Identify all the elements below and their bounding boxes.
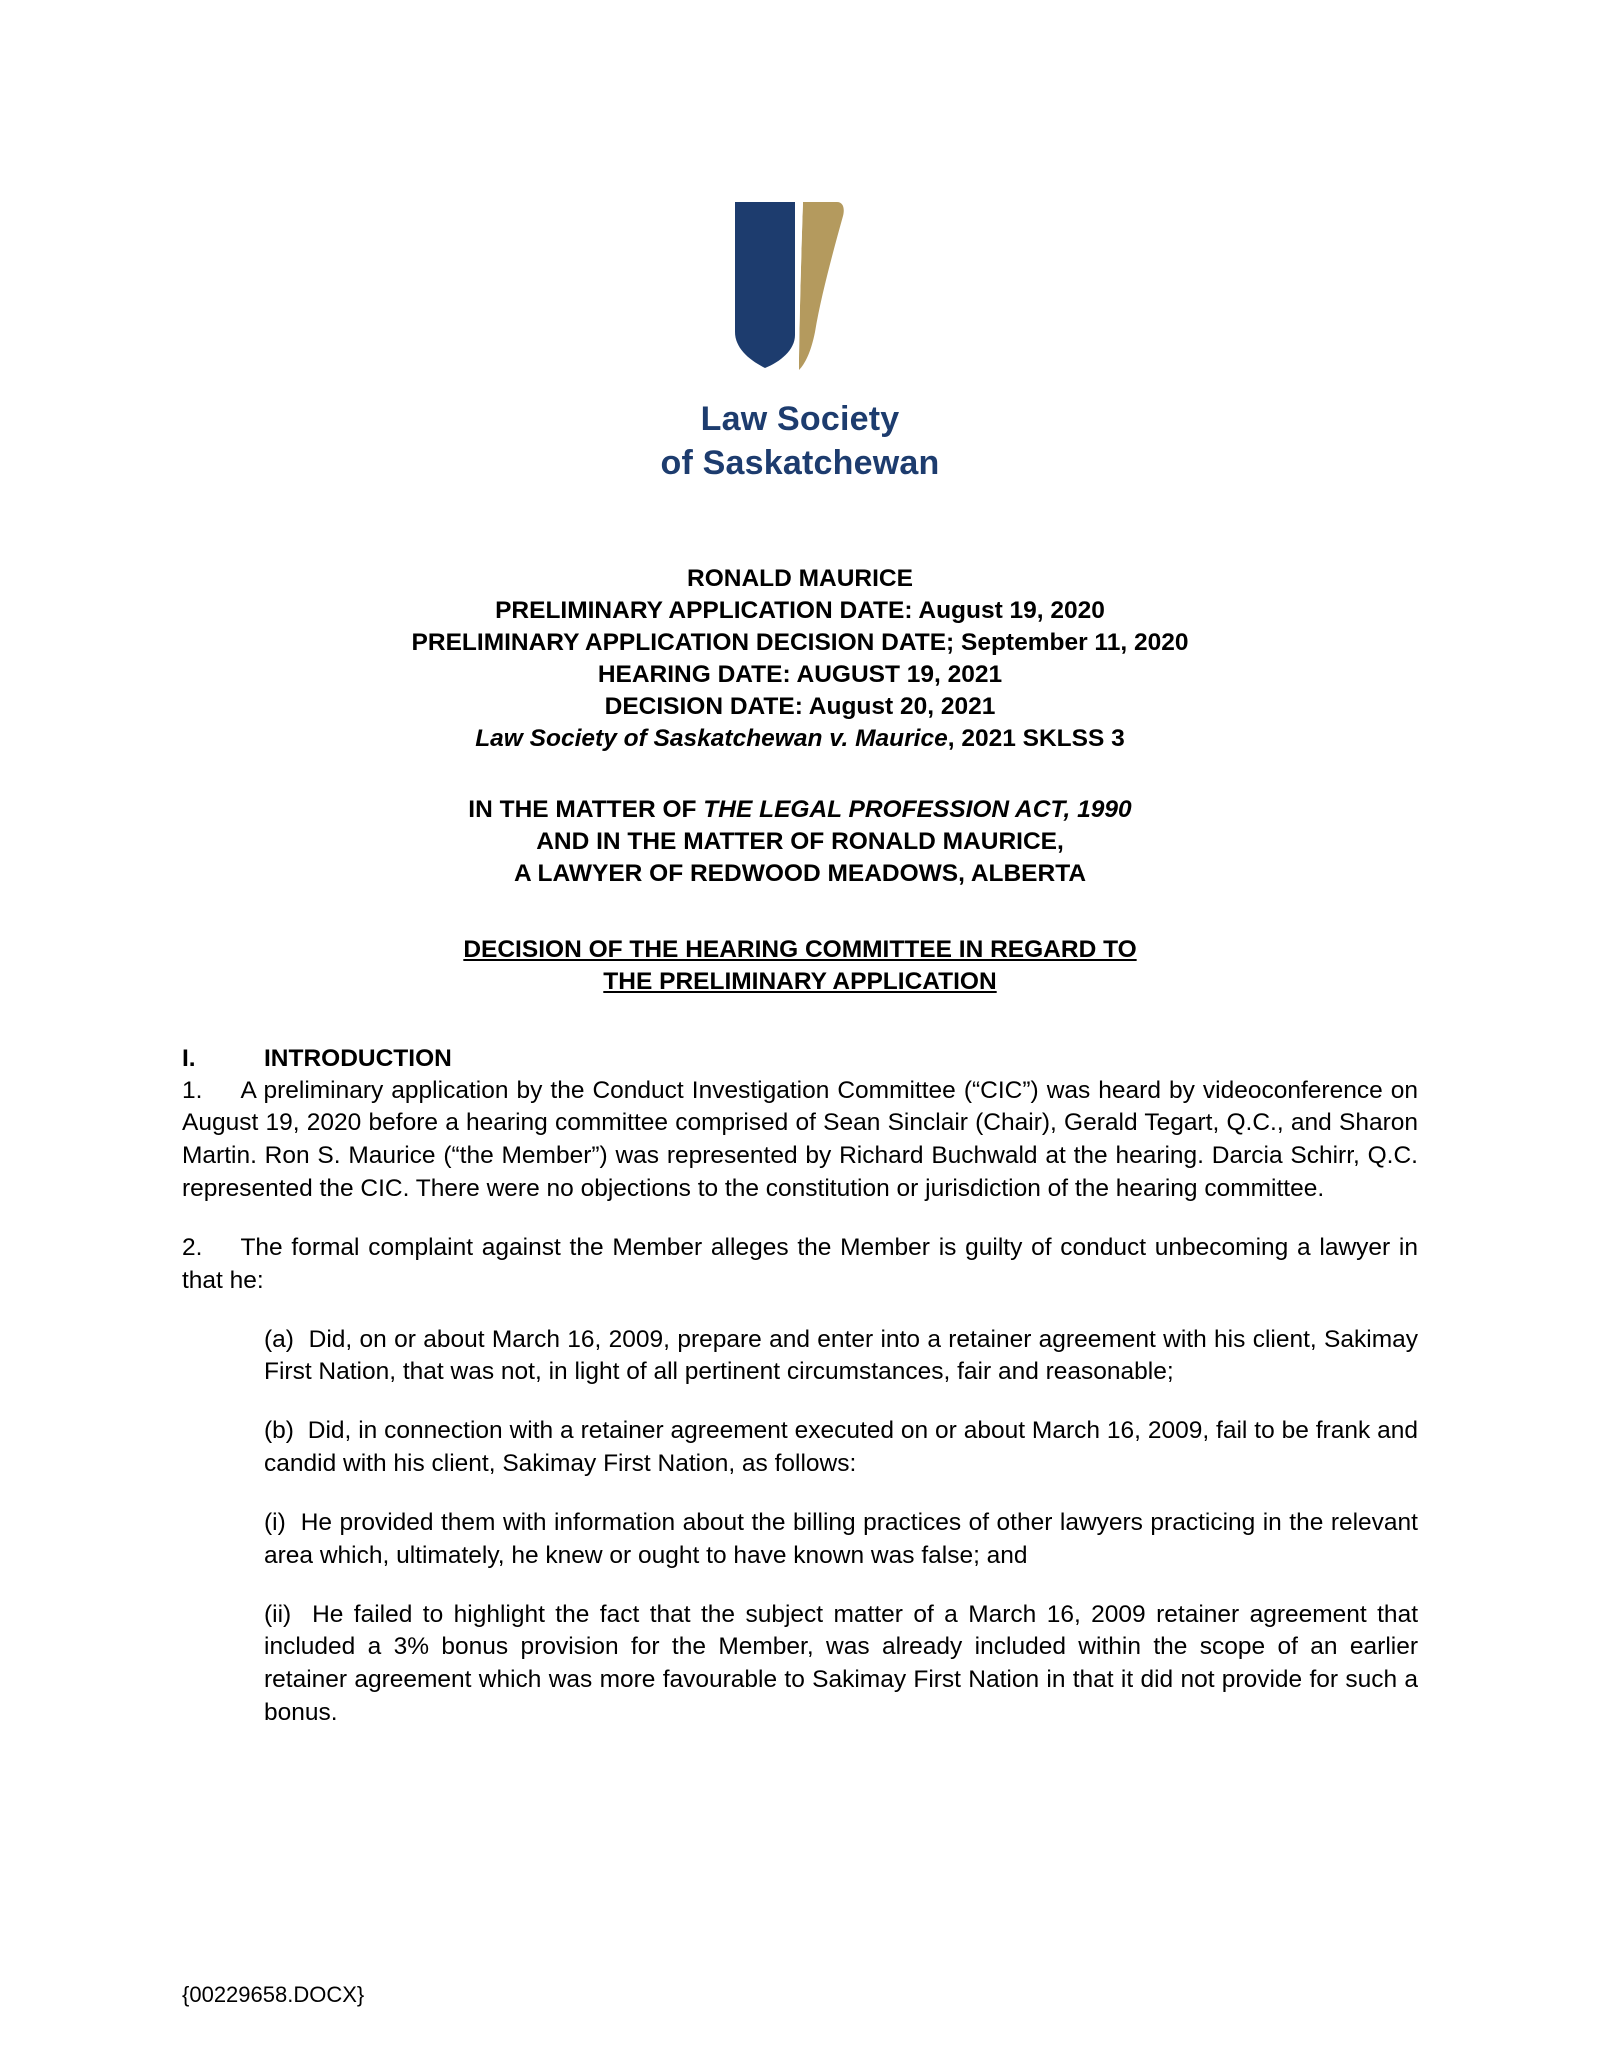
decision-date: DECISION DATE: August 20, 2021	[604, 692, 996, 720]
allegation-b-ii-label: (ii)	[264, 1600, 292, 1628]
logo-block	[182, 0, 1418, 485]
matter-line-1-prefix: IN THE MATTER OF	[468, 796, 704, 824]
allegation-a-text: Did, on or about March 16, 2009, prepare and enter into a retainer agreement with his client, Sakimay First Nation, that was not, in light of all pertinent circumstances, fair and reasonable;	[264, 1325, 1418, 1386]
allegation-b-ii	[264, 1599, 1418, 1730]
logo-line-1: Law Society	[700, 400, 900, 438]
paragraph-1-text: A preliminary application by the Conduct Investigation Committee (“CIC”) was heard by videoconference on August 19, 2020 before a hearing committee comprised of Sean Sinclair (Chair), Gerald Tegart, Q.C., and Sharon Martin. Ron S. Maurice (“the Member”) was represented by Richard Buchwald at the hearing. Darcia Schirr, Q.C. represented the CIC. There were no objections to the constitution or jurisdiction of the hearing committee.	[182, 1076, 1418, 1203]
allegation-a	[264, 1324, 1418, 1390]
case-citation	[182, 723, 1418, 755]
logo-line-2: of Saskatchewan	[660, 444, 940, 483]
allegation-b-label: (b)	[264, 1417, 294, 1445]
logo-wordmark	[661, 397, 940, 485]
paragraph-1	[182, 1075, 1418, 1206]
section-number: I.	[182, 1044, 196, 1072]
statute-name: THE LEGAL PROFESSION ACT, 1990	[703, 796, 1132, 824]
matter-line-2: AND IN THE MATTER OF RONALD MAURICE,	[536, 828, 1064, 856]
preliminary-application-decision-date: PRELIMINARY APPLICATION DECISION DATE; September 11, 2020	[411, 629, 1189, 657]
paragraph-1-number: 1.	[182, 1076, 203, 1104]
allegation-b-i	[264, 1507, 1418, 1573]
allegation-b-text: Did, in connection with a retainer agreement executed on or about March 16, 2009, fail to be frank and candid with his client, Sakimay First Nation, as follows:	[264, 1417, 1418, 1478]
preliminary-application-date: PRELIMINARY APPLICATION DATE: August 19, 2020	[495, 597, 1105, 625]
allegation-b-i-text: He provided them with information about the billing practices of other lawyers practicing in the relevant area which, ultimately, he knew or ought to have known was false; and	[264, 1508, 1418, 1569]
allegation-a-label: (a)	[264, 1325, 294, 1353]
allegation-b-ii-text: He failed to highlight the fact that the subject matter of a March 16, 2009 retainer agreement that included a 3% bonus provision for the Member, was already included within the scope of an earlier retainer agreement which was more favourable to Sakimay First Nation in that it did not provide for such a bonus.	[264, 1600, 1418, 1727]
hearing-date: HEARING DATE: AUGUST 19, 2021	[597, 660, 1003, 688]
case-citation-style: Law Society of Saskatchewan v. Maurice	[475, 724, 948, 752]
matter-line-1	[182, 794, 1418, 826]
decision-heading	[182, 934, 1418, 999]
matter-line-3: A LAWYER OF REDWOOD MEADOWS, ALBERTA	[513, 860, 1087, 888]
allegation-b	[264, 1415, 1418, 1481]
section-heading-introduction	[182, 1045, 1418, 1073]
decision-heading-line-1: DECISION OF THE HEARING COMMITTEE IN REGARD TO	[463, 935, 1137, 963]
footer-document-id: {00229658.DOCX}	[182, 1982, 365, 2007]
allegation-b-i-label: (i)	[264, 1508, 286, 1536]
law-society-leaf-icon	[725, 200, 875, 375]
paragraph-2-text: The formal complaint against the Member alleges the Member is guilty of conduct unbecoming a lawyer in that he:	[182, 1233, 1418, 1294]
paragraph-2-number: 2.	[182, 1233, 203, 1261]
matter-block	[182, 794, 1418, 890]
section-label: INTRODUCTION	[264, 1044, 452, 1072]
decision-heading-line-2: THE PRELIMINARY APPLICATION	[603, 968, 997, 996]
paragraph-2	[182, 1232, 1418, 1298]
title-block	[182, 563, 1418, 754]
case-citation-number: , 2021 SKLSS 3	[947, 724, 1125, 752]
member-name: RONALD MAURICE	[687, 565, 913, 593]
